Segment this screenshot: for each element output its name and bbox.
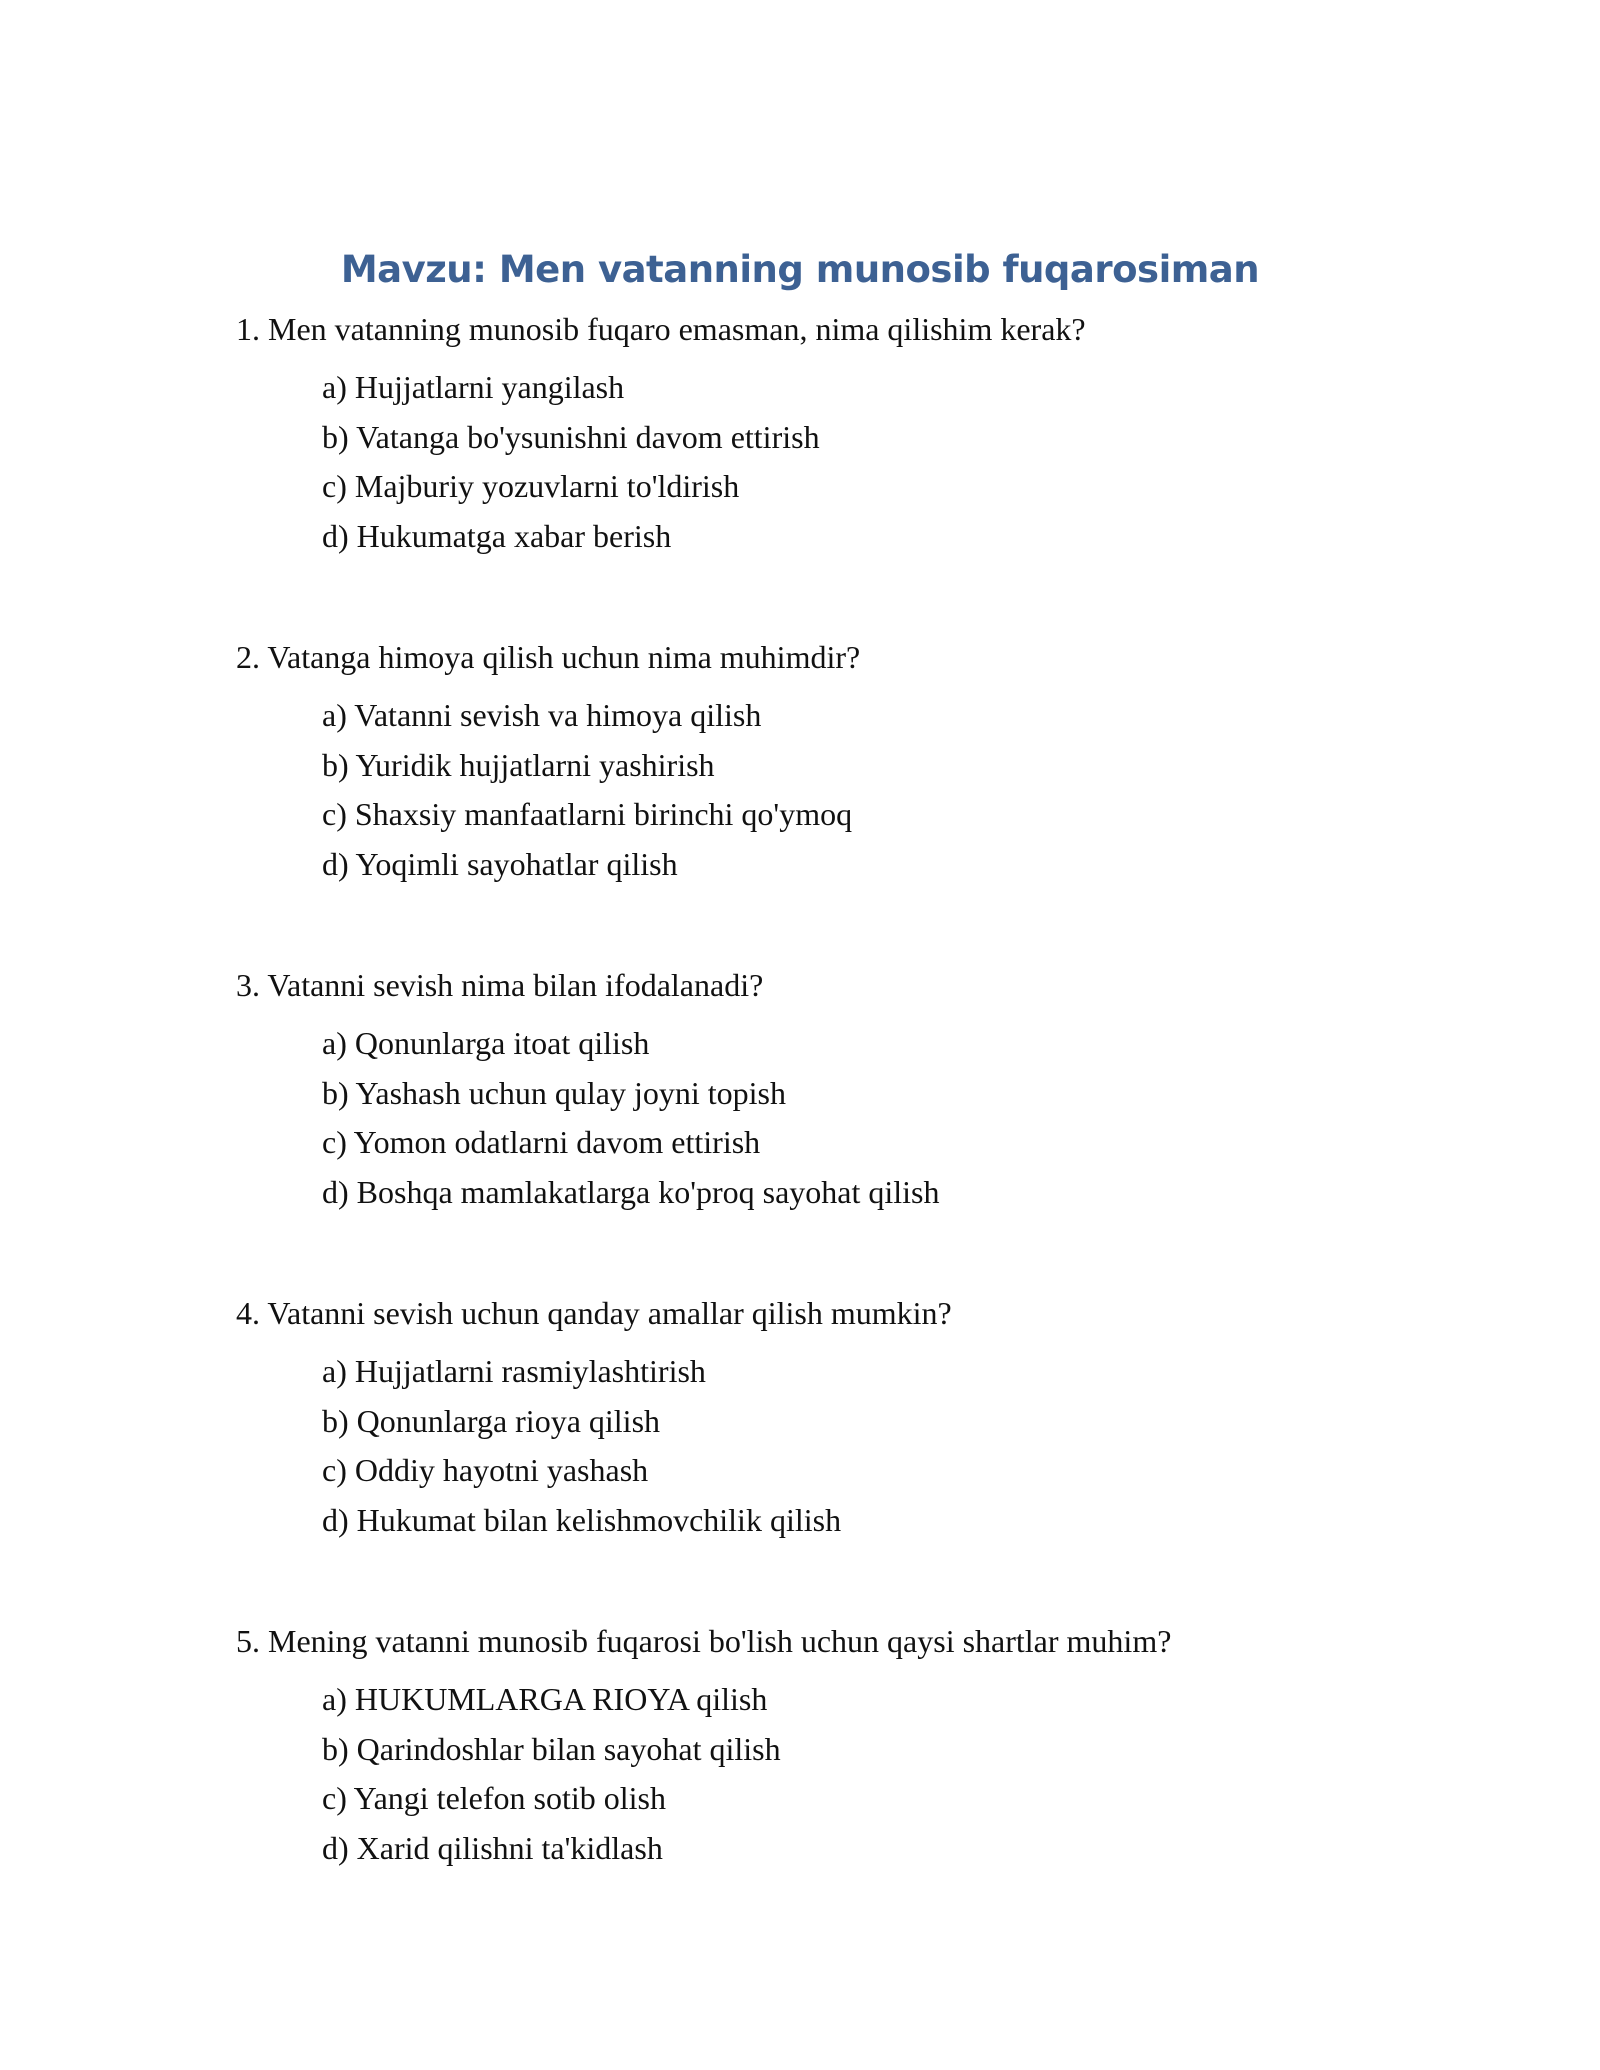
answer-option: a) Hujjatlarni rasmiylashtirish <box>322 1353 706 1389</box>
option-list <box>236 691 1436 889</box>
answer-option: b) Yashash uchun qulay joyni topish <box>322 1074 786 1111</box>
answer-option: c) Majburiy yozuvlarni to'ldirish <box>322 468 740 504</box>
answer-option: a) Qonunlarga itoat qilish <box>322 1025 650 1061</box>
answer-option: d) Hukumat bilan kelishmovchilik qilish <box>322 1501 842 1538</box>
answer-option: d) Xarid qilishni ta'kidlash <box>322 1829 663 1866</box>
answer-option: b) Yuridik hujjatlarni yashirish <box>322 746 715 783</box>
question-text: 1. Men vatanning munosib fuqaro emasman, nima qilishim kerak? <box>236 311 1086 347</box>
answer-option: c) Shaxsiy manfaatlarni birinchi qo'ymoq <box>322 796 853 832</box>
question-text: 4. Vatanni sevish uchun qanday amallar qilish mumkin? <box>236 1295 952 1331</box>
answer-option: a) Vatanni sevish va himoya qilish <box>322 697 762 733</box>
answer-option: a) Hujjatlarni yangilash <box>322 369 625 405</box>
answer-option: b) Qarindoshlar bilan sayohat qilish <box>322 1730 781 1767</box>
answer-option: a) HUKUMLARGA RIOYA qilish <box>322 1681 768 1717</box>
answer-option: c) Yangi telefon sotib olish <box>322 1780 666 1816</box>
answer-option: b) Vatanga bo'ysunishni davom ettirish <box>322 418 820 455</box>
question-text: 5. Mening vatanni munosib fuqarosi bo'lish uchun qaysi shartlar muhim? <box>236 1623 1172 1659</box>
document-title: Mavzu: Men vatanning munosib fuqarosiman <box>340 248 1260 291</box>
answer-option: c) Oddiy hayotni yashash <box>322 1452 649 1488</box>
question-list <box>236 307 1436 1947</box>
question-text: 3. Vatanni sevish nima bilan ifodalanadi? <box>236 967 764 1003</box>
option-list <box>236 1347 1436 1545</box>
option-list <box>236 363 1436 561</box>
question-block <box>236 1619 1436 1873</box>
question-block <box>236 635 1436 889</box>
question-text: 2. Vatanga himoya qilish uchun nima muhimdir? <box>236 639 861 675</box>
answer-option: d) Hukumatga xabar berish <box>322 517 672 554</box>
option-list <box>236 1675 1436 1873</box>
answer-option: b) Qonunlarga rioya qilish <box>322 1402 661 1439</box>
question-block <box>236 963 1436 1217</box>
question-block <box>236 1291 1436 1545</box>
answer-option: c) Yomon odatlarni davom ettirish <box>322 1124 761 1160</box>
option-list <box>236 1019 1436 1217</box>
answer-option: d) Boshqa mamlakatlarga ko'proq sayohat qilish <box>322 1173 940 1210</box>
answer-option: d) Yoqimli sayohatlar qilish <box>322 845 678 882</box>
question-block <box>236 307 1436 561</box>
